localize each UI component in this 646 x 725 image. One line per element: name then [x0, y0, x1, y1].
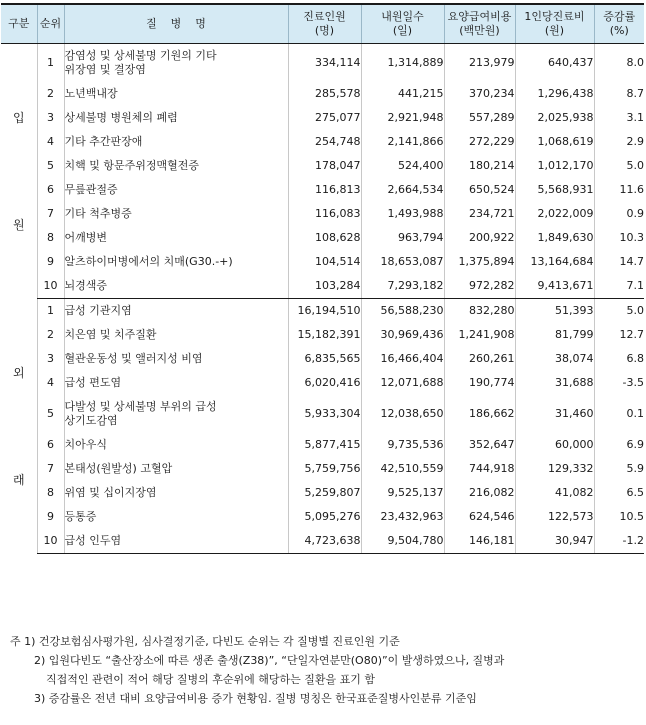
rank-cell: 3: [37, 347, 64, 371]
table-row: [1, 323, 644, 347]
disease-name-line: 치핵 및 항문주위정맥혈전증: [64, 158, 200, 172]
visit-days-cell: 963,794: [361, 226, 444, 250]
growth-cell: 14.7: [594, 250, 644, 274]
disease-name-line: 기타 추간판장애: [64, 134, 143, 148]
disease-name-line: 다발성 및 상세불명 부위의 급성: [64, 399, 217, 413]
header-disease: [64, 4, 288, 44]
benefit-cell: 352,647: [444, 433, 515, 457]
header-growth-line2: (%): [609, 24, 629, 37]
per-person-cell: 81,799: [515, 323, 594, 347]
growth-cell: -1.2: [594, 529, 644, 554]
per-person-cell: 51,393: [515, 298, 594, 323]
per-person-cell: 9,413,671: [515, 274, 594, 299]
visit-days-cell: 56,588,230: [361, 298, 444, 323]
growth-cell: 8.0: [594, 44, 644, 82]
benefit-cell: 180,214: [444, 154, 515, 178]
disease-name-line: 뇌경색증: [64, 278, 108, 292]
disease-name-cell: [64, 130, 288, 154]
rank-cell: 6: [37, 178, 64, 202]
disease-name-line: 혈관운동성 및 앨러지성 비염: [64, 351, 203, 365]
disease-name-cell: [64, 323, 288, 347]
benefit-cell: 1,241,908: [444, 323, 515, 347]
patients-cell: 254,748: [288, 130, 361, 154]
disease-name-line: 기타 척추병증: [64, 206, 132, 220]
disease-name-line: 급성 편도염: [64, 375, 122, 389]
table-row: [1, 130, 644, 154]
benefit-cell: 370,234: [444, 82, 515, 106]
disease-name-cell: [64, 274, 288, 299]
disease-name-line: 등통증: [64, 509, 97, 523]
disease-name-cell: [64, 529, 288, 554]
per-person-cell: 1,012,170: [515, 154, 594, 178]
visit-days-cell: 42,510,559: [361, 457, 444, 481]
table-row: [1, 395, 644, 433]
visit-days-cell: 524,400: [361, 154, 444, 178]
patients-cell: 5,877,415: [288, 433, 361, 457]
per-person-cell: 13,164,684: [515, 250, 594, 274]
header-group: 구분: [1, 4, 37, 44]
disease-name-cell: [64, 371, 288, 395]
growth-cell: 6.8: [594, 347, 644, 371]
per-person-cell: 38,074: [515, 347, 594, 371]
benefit-cell: 146,181: [444, 529, 515, 554]
patients-cell: 4,723,638: [288, 529, 361, 554]
disease-ranking-table: [1, 3, 644, 554]
patients-cell: 5,259,807: [288, 481, 361, 505]
rank-cell: 6: [37, 433, 64, 457]
visit-days-cell: 2,664,534: [361, 178, 444, 202]
per-person-cell: 1,296,438: [515, 82, 594, 106]
disease-name-cell: [64, 154, 288, 178]
rank-cell: 2: [37, 323, 64, 347]
growth-cell: 12.7: [594, 323, 644, 347]
disease-name-cell: [64, 44, 288, 82]
per-person-cell: 31,460: [515, 395, 594, 433]
benefit-cell: 200,922: [444, 226, 515, 250]
rank-cell: 4: [37, 371, 64, 395]
disease-name-cell: [64, 202, 288, 226]
disease-name-line: 급성 인두염: [64, 533, 122, 547]
rank-cell: 8: [37, 226, 64, 250]
visit-days-cell: 9,525,137: [361, 481, 444, 505]
growth-cell: 3.1: [594, 106, 644, 130]
visit-days-cell: 18,653,087: [361, 250, 444, 274]
outpatient-group-char: 래: [12, 472, 25, 487]
table-row: [1, 481, 644, 505]
header-patients-line2: (명): [314, 24, 335, 37]
patients-cell: 5,759,756: [288, 457, 361, 481]
rank-cell: 1: [37, 298, 64, 323]
benefit-cell: 624,546: [444, 505, 515, 529]
rank-cell: 4: [37, 130, 64, 154]
table-row: [1, 178, 644, 202]
benefit-cell: 190,774: [444, 371, 515, 395]
header-benefit: [444, 4, 515, 44]
benefit-cell: 972,282: [444, 274, 515, 299]
table-row: [1, 106, 644, 130]
header-per-person-line2: (원): [544, 24, 565, 37]
footnote-2-continued: 직접적인 관련이 적어 해당 질병의 후순위에 해당하는 질환을 표기 함: [46, 673, 375, 686]
visit-days-cell: 16,466,404: [361, 347, 444, 371]
growth-cell: 7.1: [594, 274, 644, 299]
table-row: [1, 202, 644, 226]
header-visit-days-line1: 내원일수: [381, 10, 424, 23]
disease-name-line: 치아우식: [64, 437, 108, 451]
header-rank: 순위: [37, 4, 64, 44]
per-person-cell: 129,332: [515, 457, 594, 481]
visit-days-cell: 12,071,688: [361, 371, 444, 395]
per-person-cell: 41,082: [515, 481, 594, 505]
patients-cell: 275,077: [288, 106, 361, 130]
header-disease-label: 질 병 명: [146, 17, 206, 30]
rank-cell: 1: [37, 44, 64, 82]
per-person-cell: 5,568,931: [515, 178, 594, 202]
patients-cell: 104,514: [288, 250, 361, 274]
benefit-cell: 650,524: [444, 178, 515, 202]
growth-cell: 5.0: [594, 154, 644, 178]
visit-days-cell: 12,038,650: [361, 395, 444, 433]
benefit-cell: 234,721: [444, 202, 515, 226]
disease-name-cell: [64, 82, 288, 106]
disease-name-cell: [64, 433, 288, 457]
disease-name-line: 상세불명 병원체의 폐렴: [64, 110, 178, 124]
benefit-cell: 213,979: [444, 44, 515, 82]
rank-cell: 10: [37, 274, 64, 299]
benefit-cell: 260,261: [444, 347, 515, 371]
disease-name-line: 무릎관절증: [64, 182, 118, 196]
disease-name-line: 어깨병변: [64, 230, 108, 244]
disease-name-cell: [64, 505, 288, 529]
header-patients-line1: 진료인원: [303, 10, 346, 23]
footnote-3: 3) 증감률은 전년 대비 요양급여비용 증가 현황임. 질병 명칭은 한국표준질병사인분류 기준임: [34, 692, 477, 705]
header-per-person-line1: 1인당진료비: [524, 10, 585, 23]
table-row: [1, 457, 644, 481]
disease-name-cell: [64, 298, 288, 323]
rank-cell: 3: [37, 106, 64, 130]
header-visit-days-line2: (일): [392, 24, 413, 37]
benefit-cell: 744,918: [444, 457, 515, 481]
table-row: [1, 82, 644, 106]
footnotes: [10, 632, 640, 708]
rank-cell: 7: [37, 202, 64, 226]
visit-days-cell: 9,504,780: [361, 529, 444, 554]
table-row: [1, 274, 644, 299]
header-visit-days: [361, 4, 444, 44]
patients-cell: 5,095,276: [288, 505, 361, 529]
disease-name-cell: [64, 178, 288, 202]
disease-name-line: 위염 및 십이지장염: [64, 485, 157, 499]
growth-cell: 11.6: [594, 178, 644, 202]
visit-days-cell: 1,493,988: [361, 202, 444, 226]
benefit-cell: 216,082: [444, 481, 515, 505]
header-benefit-line1: 요양급여비용: [447, 10, 512, 23]
growth-cell: 6.5: [594, 481, 644, 505]
disease-name-cell: [64, 347, 288, 371]
visit-days-cell: 30,969,436: [361, 323, 444, 347]
rank-cell: 9: [37, 505, 64, 529]
table-row: [1, 505, 644, 529]
per-person-cell: 30,947: [515, 529, 594, 554]
growth-cell: -3.5: [594, 371, 644, 395]
disease-name-line: 상기도감염: [64, 413, 118, 427]
patients-cell: 16,194,510: [288, 298, 361, 323]
table-row: [1, 250, 644, 274]
inpatient-group-label: [1, 44, 37, 299]
visit-days-cell: 1,314,889: [361, 44, 444, 82]
visit-days-cell: 2,141,866: [361, 130, 444, 154]
table-row: [1, 154, 644, 178]
patients-cell: 15,182,391: [288, 323, 361, 347]
patients-cell: 6,835,565: [288, 347, 361, 371]
table-row: [1, 347, 644, 371]
rank-cell: 8: [37, 481, 64, 505]
table-row: [1, 529, 644, 554]
disease-name-line: 급성 기관지염: [64, 303, 132, 317]
table-row: [1, 433, 644, 457]
patients-cell: 6,020,416: [288, 371, 361, 395]
rank-cell: 5: [37, 154, 64, 178]
disease-name-cell: [64, 250, 288, 274]
disease-name-cell: [64, 457, 288, 481]
per-person-cell: 1,849,630: [515, 226, 594, 250]
header-patients: [288, 4, 361, 44]
table-header-row: [1, 4, 644, 44]
rank-cell: 7: [37, 457, 64, 481]
disease-name-line: 알츠하이머병에서의 치매(G30.-+): [64, 254, 233, 268]
patients-cell: 108,628: [288, 226, 361, 250]
benefit-cell: 557,289: [444, 106, 515, 130]
disease-name-cell: [64, 226, 288, 250]
benefit-cell: 186,662: [444, 395, 515, 433]
patients-cell: 116,813: [288, 178, 361, 202]
patients-cell: 116,083: [288, 202, 361, 226]
table-row: [1, 44, 644, 82]
benefit-cell: 272,229: [444, 130, 515, 154]
disease-name-cell: [64, 395, 288, 433]
rank-cell: 5: [37, 395, 64, 433]
header-growth-line1: 증감률: [603, 10, 636, 23]
per-person-cell: 122,573: [515, 505, 594, 529]
per-person-cell: 31,688: [515, 371, 594, 395]
disease-name-line: 위장염 및 결장염: [64, 62, 146, 76]
outpatient-group-char: 외: [12, 365, 25, 380]
growth-cell: 2.9: [594, 130, 644, 154]
per-person-cell: 2,025,938: [515, 106, 594, 130]
per-person-cell: 1,068,619: [515, 130, 594, 154]
benefit-cell: 1,375,894: [444, 250, 515, 274]
visit-days-cell: 441,215: [361, 82, 444, 106]
rank-cell: 9: [37, 250, 64, 274]
growth-cell: 10.3: [594, 226, 644, 250]
disease-name-line: 노년백내장: [64, 86, 118, 100]
per-person-cell: 2,022,009: [515, 202, 594, 226]
header-per-person: [515, 4, 594, 44]
patients-cell: 5,933,304: [288, 395, 361, 433]
growth-cell: 0.9: [594, 202, 644, 226]
visit-days-cell: 23,432,963: [361, 505, 444, 529]
header-benefit-line2: (백만원): [459, 24, 500, 37]
visit-days-cell: 7,293,182: [361, 274, 444, 299]
table-row: [1, 371, 644, 395]
disease-name-line: 치은염 및 치주질환: [64, 327, 157, 341]
footnote-2: 2) 입원다빈도 “출산장소에 따른 생존 출생(Z38)”, “단일자연분만(O80)”이 발생하였으나, 질병과: [34, 654, 505, 667]
growth-cell: 5.9: [594, 457, 644, 481]
growth-cell: 0.1: [594, 395, 644, 433]
table-row: [1, 298, 644, 323]
patients-cell: 178,047: [288, 154, 361, 178]
per-person-cell: 60,000: [515, 433, 594, 457]
patients-cell: 103,284: [288, 274, 361, 299]
patients-cell: 285,578: [288, 82, 361, 106]
outpatient-group-label: [1, 298, 37, 553]
inpatient-group-char: 입: [12, 111, 25, 125]
header-growth: [594, 4, 644, 44]
disease-name-cell: [64, 481, 288, 505]
visit-days-cell: 9,735,536: [361, 433, 444, 457]
table-row: [1, 226, 644, 250]
per-person-cell: 640,437: [515, 44, 594, 82]
patients-cell: 334,114: [288, 44, 361, 82]
rank-cell: 10: [37, 529, 64, 554]
growth-cell: 8.7: [594, 82, 644, 106]
growth-cell: 6.9: [594, 433, 644, 457]
benefit-cell: 832,280: [444, 298, 515, 323]
growth-cell: 10.5: [594, 505, 644, 529]
inpatient-group-char: 원: [12, 218, 25, 232]
disease-name-line: 감염성 및 상세불명 기원의 기타: [64, 48, 217, 62]
footnote-1: 주 1) 건강보험심사평가원, 심사결정기준, 다빈도 순위는 각 질병별 진료인원 기준: [10, 635, 400, 648]
visit-days-cell: 2,921,948: [361, 106, 444, 130]
rank-cell: 2: [37, 82, 64, 106]
growth-cell: 5.0: [594, 298, 644, 323]
disease-name-cell: [64, 106, 288, 130]
disease-name-line: 본태성(원발성) 고혈압: [64, 461, 173, 475]
